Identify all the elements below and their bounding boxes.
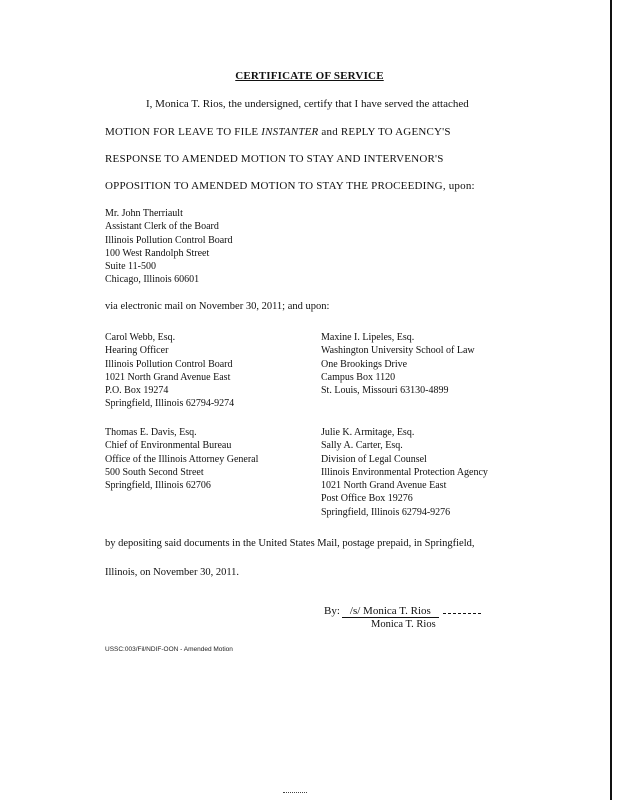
recipient-block-webb — [105, 331, 234, 411]
recipient-block-lipeles — [321, 331, 475, 397]
certificate-title: CERTIFICATE OF SERVICE — [235, 70, 384, 82]
signer-printed-name: Monica T. Rios — [371, 619, 436, 630]
address-line: St. Louis, Missouri 63130-4899 — [321, 385, 449, 397]
address-line: Maxine I. Lipeles, Esq. — [321, 332, 415, 343]
intro-line-2-italic: INSTANTER — [261, 126, 319, 138]
intro-line-1: I, Monica T. Rios, the undersigned, certify that I have served the attached — [146, 98, 469, 110]
signature-trailing-rule — [443, 613, 481, 614]
intro-line-3: RESPONSE TO AMENDED MOTION TO STAY AND INTERVENOR'S — [105, 153, 444, 165]
address-line: 1021 North Grand Avenue East — [105, 371, 231, 383]
intro-line-2 — [105, 126, 451, 138]
primary-recipient-city: Chicago, Illinois 60601 — [105, 274, 200, 286]
primary-recipient-block — [105, 207, 233, 287]
closing-line-1: by depositing said documents in the United States Mail, postage prepaid, in Springfield, — [105, 538, 475, 549]
recipient-block-armitage-carter — [321, 426, 488, 519]
address-line: Washington University School of Law — [321, 345, 475, 357]
primary-recipient-org: Illinois Pollution Control Board — [105, 234, 233, 246]
address-line: Division of Legal Counsel — [321, 453, 427, 465]
address-line: Illinois Pollution Control Board — [105, 358, 233, 370]
intro-line-2-suffix: and REPLY TO AGENCY'S — [318, 126, 451, 138]
address-line: Julie K. Armitage, Esq. — [321, 427, 415, 438]
address-line: P.O. Box 19274 — [105, 385, 169, 397]
primary-recipient-suite: Suite 11-500 — [105, 261, 157, 273]
document-footer-code: USSC:003/Fil/NDIF-OON - Amended Motion — [105, 646, 233, 653]
primary-recipient-title: Assistant Clerk of the Board — [105, 221, 219, 233]
page-edge-border — [610, 0, 612, 800]
address-line: Sally A. Carter, Esq. — [321, 440, 403, 452]
electronic-signature: /s/ Monica T. Rios — [342, 605, 439, 618]
address-line: Carol Webb, Esq. — [105, 332, 176, 343]
address-line: Thomas E. Davis, Esq. — [105, 427, 197, 438]
address-line: Campus Box 1120 — [321, 371, 396, 383]
address-line: 500 South Second Street — [105, 466, 204, 478]
address-line: Illinois Environmental Protection Agency — [321, 466, 488, 478]
address-line: Springfield, Illinois 62706 — [105, 480, 211, 492]
signature-by-label: By: — [324, 605, 340, 617]
address-line: One Brookings Drive — [321, 358, 408, 370]
address-line: Springfield, Illinois 62794-9274 — [105, 398, 235, 410]
via-email-line: via electronic mail on November 30, 2011; and upon: — [105, 301, 330, 312]
address-line: Office of the Illinois Attorney General — [105, 453, 259, 465]
intro-line-4: OPPOSITION TO AMENDED MOTION TO STAY THE PROCEEDING, upon: — [105, 180, 475, 192]
primary-recipient-name: Mr. John Therriault — [105, 208, 183, 219]
address-line: Chief of Environmental Bureau — [105, 440, 232, 452]
scan-artifact-dots — [283, 792, 307, 795]
address-line: Hearing Officer — [105, 345, 169, 357]
address-line: Post Office Box 19276 — [321, 493, 413, 505]
closing-line-2: Illinois, on November 30, 2011. — [105, 567, 240, 578]
signature-line — [324, 605, 481, 618]
primary-recipient-street: 100 West Randolph Street — [105, 247, 210, 259]
recipient-block-davis — [105, 426, 258, 492]
address-line: 1021 North Grand Avenue East — [321, 480, 447, 492]
intro-line-2-prefix: MOTION FOR LEAVE TO FILE — [105, 126, 262, 138]
address-line: Springfield, Illinois 62794-9276 — [321, 506, 451, 518]
